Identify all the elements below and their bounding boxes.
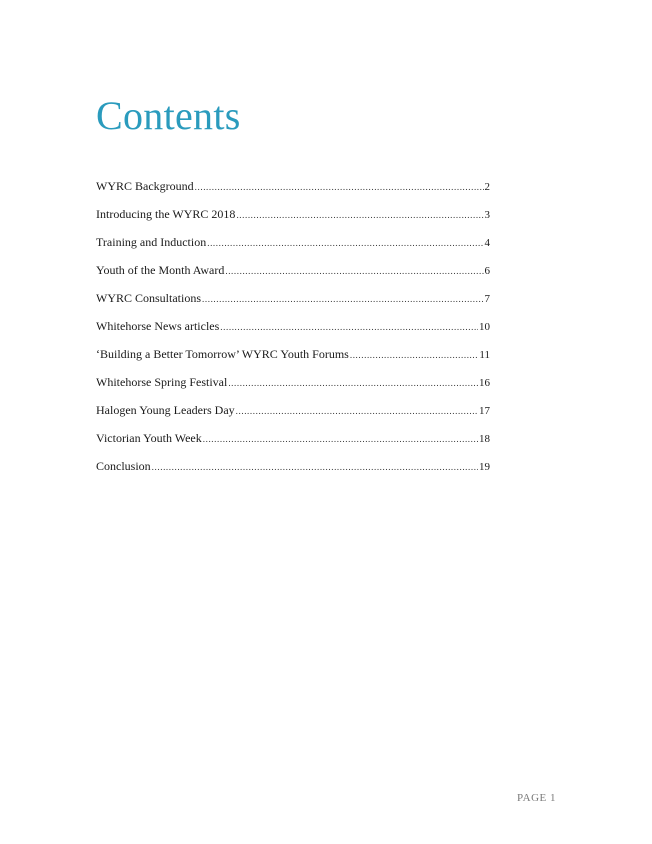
toc-entry-page: 16 <box>479 377 490 389</box>
toc-entry-label: WYRC Consultations <box>96 291 202 305</box>
toc-entry[interactable] <box>96 374 490 402</box>
toc-entry-label: Introducing the WYRC 2018 <box>96 207 236 221</box>
toc-entry[interactable] <box>96 206 490 234</box>
toc-dot-leader <box>236 207 483 223</box>
toc-dot-leader <box>220 319 478 335</box>
toc-dot-leader <box>202 291 483 307</box>
toc-entry-label: Conclusion <box>96 459 151 473</box>
toc-entry-page: 10 <box>479 321 490 333</box>
toc-entry-page: 18 <box>479 433 490 445</box>
toc-dot-leader <box>350 347 479 363</box>
toc-dot-leader <box>195 179 484 195</box>
toc-entry-label: ‘Building a Better Tomorrow’ WYRC Youth Forums <box>96 347 349 361</box>
toc-entry-label: Training and Induction <box>96 235 207 249</box>
toc-entry-page: 2 <box>484 181 490 193</box>
toc-entry[interactable] <box>96 346 490 374</box>
toc-entry[interactable] <box>96 178 490 206</box>
toc-entry-label: Halogen Young Leaders Day <box>96 403 235 417</box>
toc-entry[interactable] <box>96 234 490 262</box>
toc-entry-page: 17 <box>479 405 490 417</box>
toc-entry[interactable] <box>96 430 490 458</box>
toc-dot-leader <box>228 375 478 391</box>
toc-dot-leader <box>207 235 483 251</box>
toc-entry[interactable] <box>96 262 490 290</box>
toc-dot-leader <box>225 263 483 279</box>
toc-entry-page: 7 <box>484 293 490 305</box>
toc-entry-page: 6 <box>484 265 490 277</box>
toc-entry[interactable] <box>96 458 490 486</box>
toc-entry-page: 19 <box>479 461 490 473</box>
page-title: Contents <box>96 93 241 138</box>
toc-entry-page: 3 <box>484 209 490 221</box>
toc-dot-leader <box>152 459 478 475</box>
toc-entry-label: WYRC Background <box>96 179 194 193</box>
toc-entry[interactable] <box>96 290 490 318</box>
toc-entry[interactable] <box>96 318 490 346</box>
toc-entry-label: Victorian Youth Week <box>96 431 202 445</box>
toc-entry-label: Youth of the Month Award <box>96 263 225 277</box>
toc-dot-leader <box>236 403 478 419</box>
toc-entry[interactable] <box>96 402 490 430</box>
toc-entry-page: 4 <box>484 237 490 249</box>
toc-dot-leader <box>203 431 478 447</box>
toc-entry-page: 11 <box>479 349 490 361</box>
toc-entry-label: Whitehorse Spring Festival <box>96 375 228 389</box>
table-of-contents <box>96 178 490 486</box>
toc-entry-label: Whitehorse News articles <box>96 319 220 333</box>
page-number-footer: PAGE 1 <box>517 792 556 804</box>
